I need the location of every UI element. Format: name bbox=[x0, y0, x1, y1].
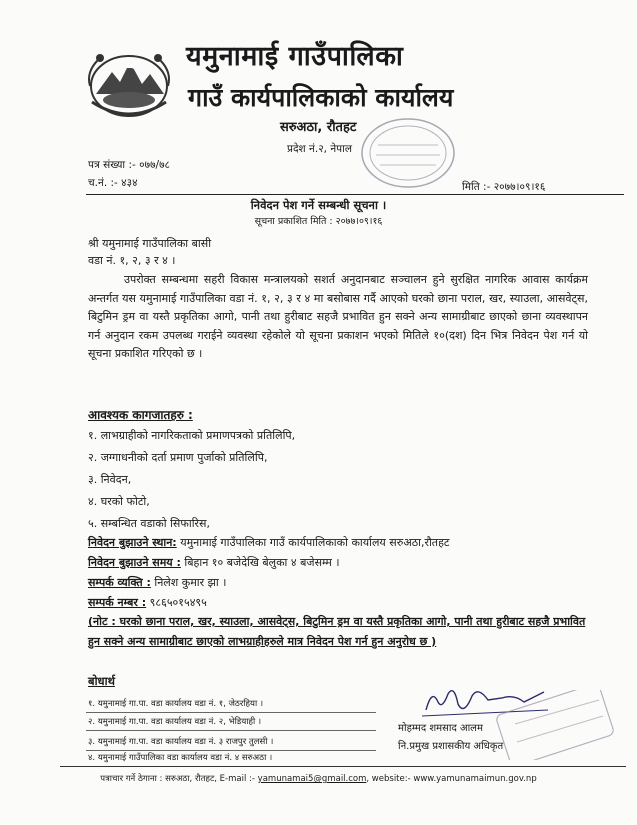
cc-item: १. यमुनामाई गा.पा. वडा कार्यालय वडा नं. १, जेठरहिया । bbox=[88, 699, 264, 709]
cc-item: २. यमुनामाई गा.पा. वडा कार्यालय वडा नं. २, भेडियाही । bbox=[88, 717, 262, 727]
government-emblem-icon bbox=[84, 42, 174, 122]
document-item: २. जग्गाधनीको दर्ता प्रमाण पुर्जाको प्रतिलिपि, bbox=[88, 451, 268, 464]
notice-body: उपरोक्त सम्बन्धमा सहरी विकास मन्त्रालयको सशर्त अनुदानबाट सञ्चालन हुने सुरक्षित नागरिक आवास कार्यक्रम अन्तर्गत यस यमुनामाई गाउँपालिका वडा नं. १, २, ३ र ४ मा बसोबास गर्दै आएको घरको छाना पराल, खर, स्याउला, आसवेट्स, बिटुमिन ड्रम वा यस्तै प्रकृतिका आगो, पानी तथा हुरीबाट सहजै प्रभावित हुन सक्ने अन्य सामाग्रीबाट छाएको छाना व्यवस्थापन गर्न अनुदान रकम उपलब्ध गराईने व्यवस्था रहेकोले यो सूचना प्रकाशन भएको मितिले १०(दश) दिन भित्र निवेदन पेश गर्न यो सूचना प्रकाशित गरिएको छ । bbox=[88, 273, 588, 360]
contact-person-label: सम्पर्क व्यक्ति : bbox=[88, 576, 151, 589]
footer-email-link[interactable]: yamunamai5@gmail.com bbox=[257, 774, 367, 784]
document-item: १. लाभग्राहीको नागरिकताको प्रमाणपत्रको प्रतिलिपि, bbox=[88, 429, 296, 442]
contact-number bbox=[88, 595, 207, 610]
footer bbox=[0, 773, 637, 784]
recipient-line-2: वडा नं. १, २, ३ र ४ । bbox=[88, 254, 176, 267]
signatory-stamp-icon bbox=[495, 690, 615, 760]
submission-place bbox=[88, 535, 449, 550]
recipient-line-1: श्री यमुनामाई गाउँपालिका बासी bbox=[88, 237, 212, 250]
cc-item: ३. यमुनामाई गा.पा. वडा कार्यालय वडा नं. ३ राजपुर तुलसी । bbox=[88, 737, 274, 747]
dispatch-number: च.नं. :- ४३४ bbox=[88, 177, 138, 189]
cc-divider bbox=[86, 730, 376, 731]
cc-divider bbox=[86, 750, 376, 751]
footer-divider bbox=[60, 766, 626, 767]
submission-place-label: निवेदन बुझाउने स्थान: bbox=[88, 536, 177, 549]
contact-person bbox=[88, 575, 226, 590]
document-item: ५. सम्बन्धित वडाको सिफारिस, bbox=[88, 517, 210, 530]
document-item: ३. निवेदन, bbox=[88, 473, 132, 486]
signatory-title: नि.प्रमुख प्रशासकीय अधिकृत bbox=[398, 741, 504, 752]
subject-line: निवेदन पेश गर्ने सम्बन्धी सूचना । bbox=[250, 198, 387, 212]
org-name: यमुनामाई गाउँपालिका bbox=[186, 41, 404, 72]
cc-item: ४. यमुनामाई गाउँपालिका वडा कार्यालय वडा नं. ४ सरुअठा । bbox=[88, 753, 273, 763]
footer-website-link[interactable]: www.yamunamaimun.gov.np bbox=[413, 774, 537, 784]
contact-number-label: सम्पर्क नम्बर : bbox=[88, 596, 147, 609]
cc-divider bbox=[86, 712, 376, 713]
submission-time bbox=[88, 555, 340, 570]
footer-website-label: , website:- bbox=[366, 774, 411, 784]
letter-date: मिति :- २०७७।०९।१६ bbox=[462, 181, 546, 193]
submission-time-label: निवेदन बुझाउने समय : bbox=[88, 556, 181, 569]
publish-date: सूचना प्रकाशित मिति : २०७७।०९।१६ bbox=[254, 216, 383, 227]
signatory-name: मोहम्मद शमसाद आलम bbox=[398, 723, 483, 734]
header-divider bbox=[86, 194, 624, 195]
address-line-2: प्रदेश नं.२, नेपाल bbox=[287, 143, 352, 155]
document-item: ४. घरको फोटो, bbox=[88, 495, 150, 508]
footer-prefix: पत्राचार गर्ने ठेगाना : सरुअठा, रौतहट, E-mail :- bbox=[100, 774, 255, 784]
reference-number: पत्र संख्या :- ०७७/७८ bbox=[88, 159, 170, 171]
contact-person-value: निलेश कुमार झा । bbox=[150, 576, 227, 589]
submission-place-value: यमुनामाई गाउँपालिका गाउँ कार्यपालिकाको कार्यालय सरुअठा,रौतहट bbox=[176, 536, 450, 549]
office-name: गाउँ कार्यपालिकाको कार्यालय bbox=[188, 83, 454, 112]
contact-number-value: ९८६५०१५४९५ bbox=[146, 596, 207, 609]
address-line-1: सरुअठा, रौतहट bbox=[280, 120, 357, 135]
documents-heading: आवश्यक कागजातहरु : bbox=[88, 408, 193, 422]
cc-heading: बोधार्थ bbox=[88, 674, 115, 688]
office-stamp-icon bbox=[358, 115, 458, 191]
submission-time-value: बिहान १० बजेदेखि बेलुका ४ बजेसम्म । bbox=[180, 556, 340, 569]
note-text: (नोट : घरको छाना पराल, खर, स्याउला, आसवेट्स, बिटुमिन ड्रम वा यस्तै प्रकृतिका आगो, पानी तथा हुरीबाट सहजै प्रभावित हुन सक्ने अन्य सामाग्रीबाट छाएको लाभग्राहीहरुले मात्र निवेदन पेश गर्न हुन अनुरोध छ ) bbox=[88, 615, 586, 648]
